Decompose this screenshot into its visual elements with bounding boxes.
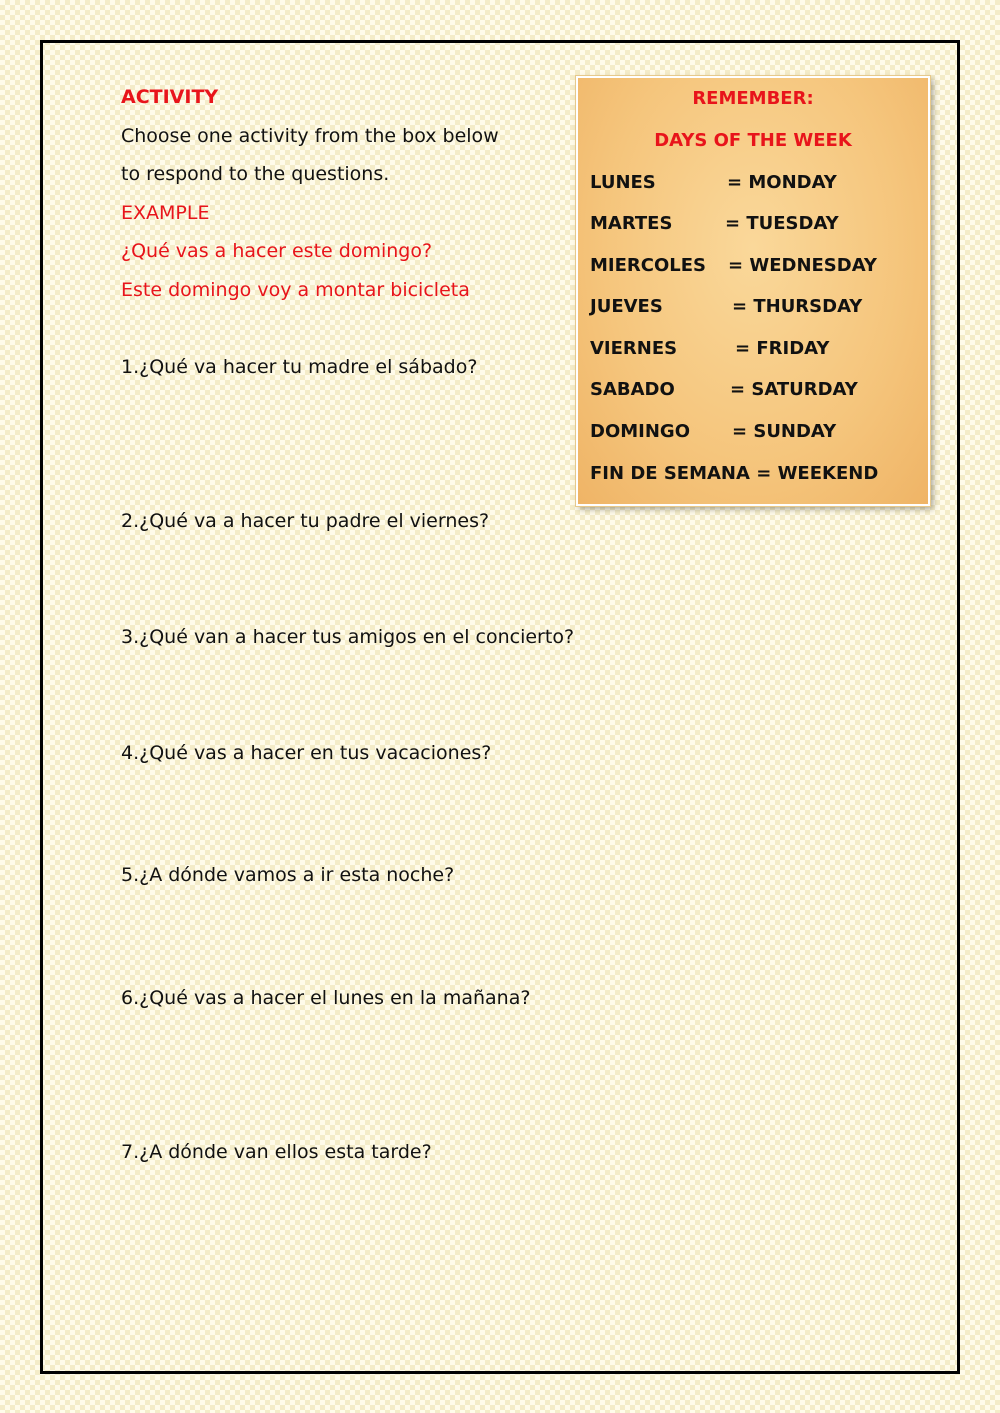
question-4: 4.¿Qué vas a hacer en tus vacaciones? — [121, 742, 492, 764]
question-2: 2.¿Qué va a hacer tu padre el viernes? — [121, 510, 490, 532]
day-english: = WEEKEND — [756, 463, 879, 484]
remember-title: REMEMBER: — [692, 88, 814, 109]
instruction-line-1: Choose one activity from the box below — [121, 125, 499, 147]
day-row — [590, 338, 830, 359]
day-english: = SATURDAY — [730, 379, 858, 400]
day-english: = TUESDAY — [725, 213, 839, 234]
day-english: = WEDNESDAY — [728, 255, 877, 276]
day-spanish: JUEVES — [590, 296, 663, 317]
day-spanish: LUNES — [590, 172, 656, 193]
day-english: = MONDAY — [727, 172, 837, 193]
day-row — [590, 463, 878, 484]
question-6: 6.¿Qué vas a hacer el lunes en la mañana? — [121, 987, 531, 1009]
remember-box — [576, 76, 930, 506]
day-spanish: MIERCOLES — [590, 255, 707, 276]
day-row — [590, 296, 863, 317]
question-1: 1.¿Qué va hacer tu madre el sábado? — [121, 356, 478, 378]
day-row — [590, 172, 837, 193]
day-row — [590, 255, 877, 276]
day-english: = FRIDAY — [735, 338, 830, 359]
day-spanish: VIERNES — [590, 338, 678, 359]
day-spanish: MARTES — [590, 213, 673, 234]
question-7: 7.¿A dónde van ellos esta tarde? — [121, 1141, 432, 1163]
example-question: ¿Qué vas a hacer este domingo? — [121, 240, 433, 262]
day-row — [590, 213, 839, 234]
question-5: 5.¿A dónde vamos a ir esta noche? — [121, 864, 455, 886]
day-spanish: SABADO — [590, 379, 675, 400]
instruction-line-2: to respond to the questions. — [121, 163, 390, 185]
example-answer: Este domingo voy a montar bicicleta — [121, 279, 470, 301]
day-english: = SUNDAY — [732, 421, 837, 442]
activity-heading: ACTIVITY — [121, 86, 219, 108]
day-spanish: DOMINGO — [590, 421, 690, 442]
day-spanish: FIN DE SEMANA — [590, 463, 750, 484]
day-row — [590, 379, 858, 400]
example-heading: EXAMPLE — [121, 202, 210, 224]
days-of-week-subtitle: DAYS OF THE WEEK — [654, 130, 852, 151]
day-row — [590, 421, 837, 442]
question-3: 3.¿Qué van a hacer tus amigos en el concierto? — [121, 626, 575, 648]
day-english: = THURSDAY — [732, 296, 863, 317]
